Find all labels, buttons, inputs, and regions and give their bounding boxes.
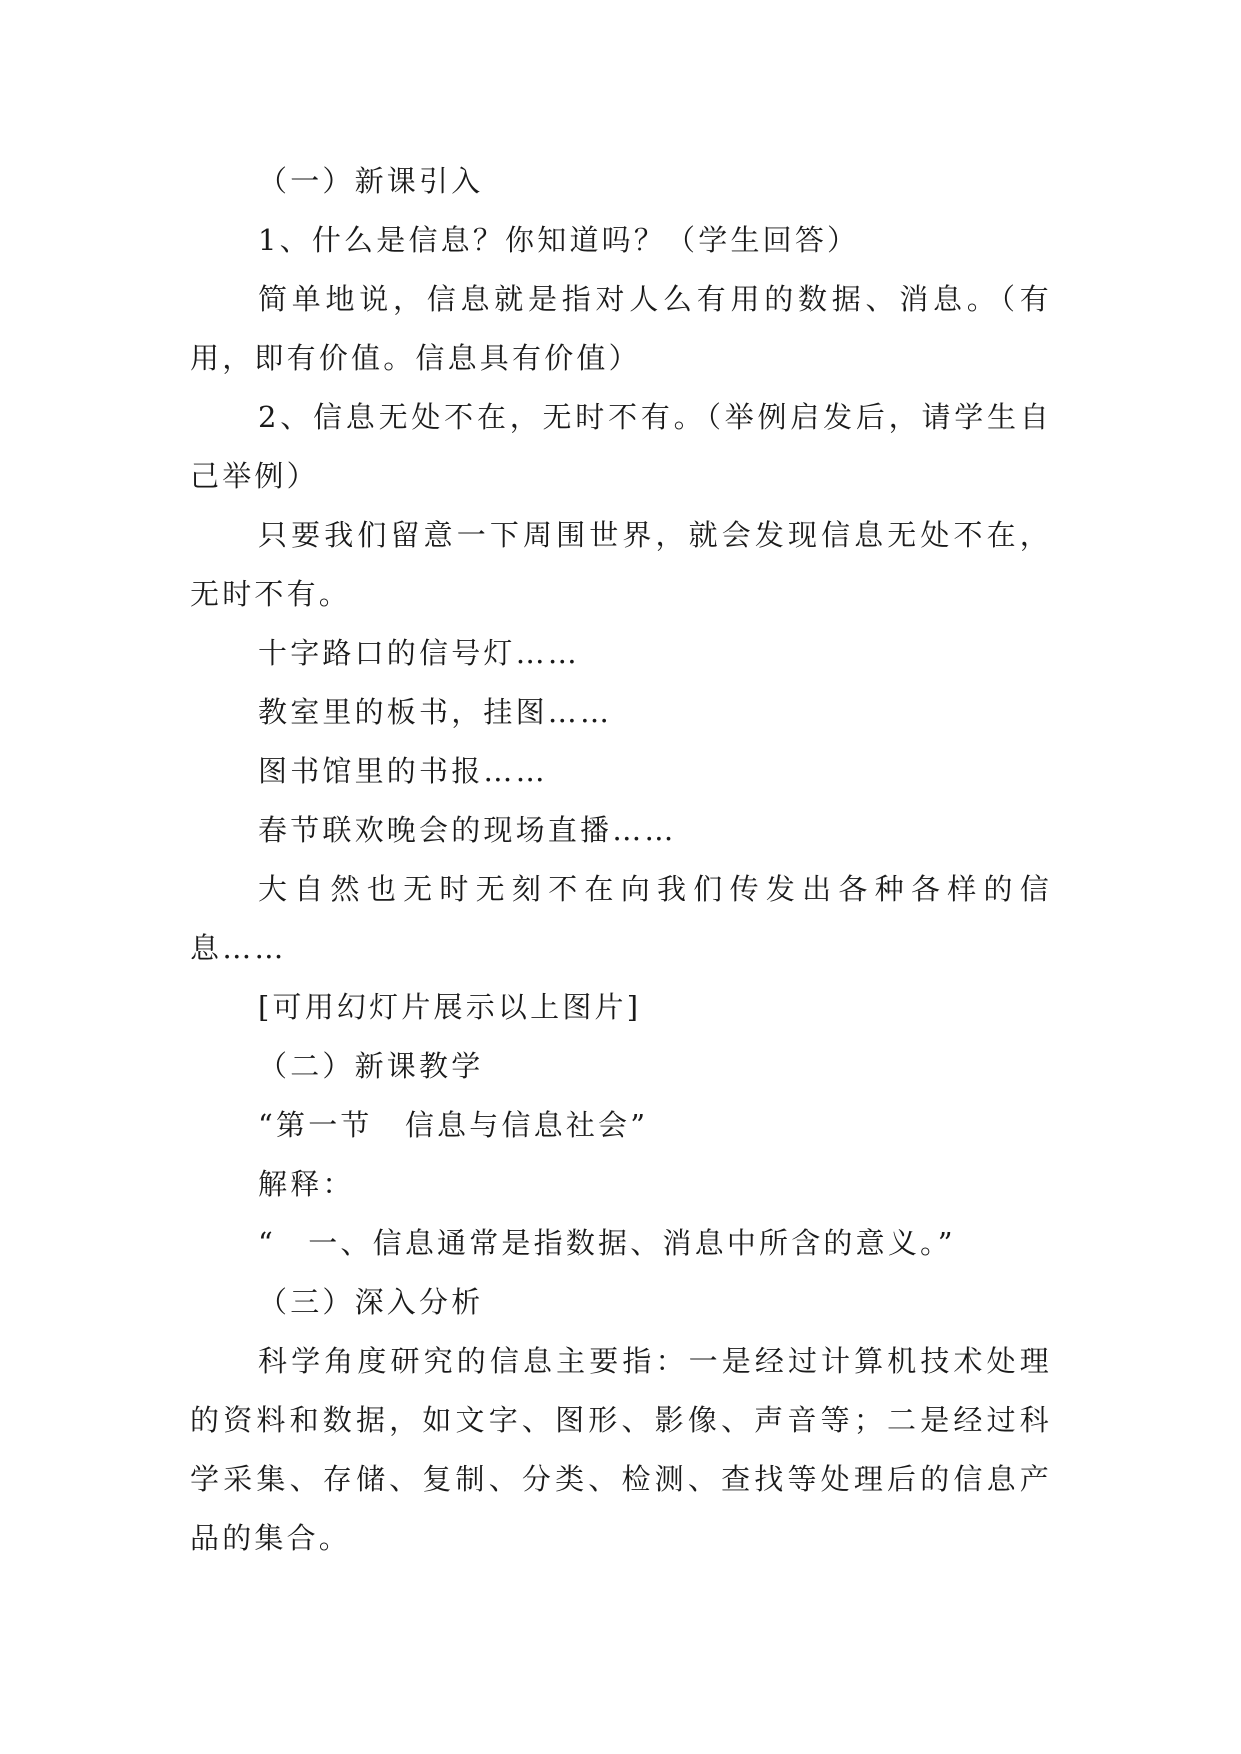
definition-paragraph: 简单地说，信息就是指对人么有用的数据、消息。（有用，即有价值。信息具有价值）: [190, 282, 1052, 375]
document-page: [190, 152, 1052, 1568]
example-paragraph: 春节联欢晚会的现场直播……: [258, 813, 677, 847]
section-heading-intro: （一）新课引入: [258, 164, 484, 198]
ubiquity-paragraph: 2、信息无处不在，无时不有。（举例启发后，请学生自己举例）: [190, 400, 1052, 493]
slide-note: [可用幻灯片展示以上图片]: [258, 990, 642, 1024]
example-paragraph: 教室里的板书，挂图……: [258, 695, 613, 729]
observation-paragraph: 只要我们留意一下周围世界，就会发现信息无处不在，无时不有。: [190, 518, 1052, 611]
explanation-label: 解释：: [258, 1167, 355, 1201]
definition-quote: “ 一、信息通常是指数据、消息中所含的意义。”: [258, 1226, 956, 1260]
nature-paragraph: 大自然也无时无刻不在向我们传发出各种各样的信息……: [190, 872, 1052, 965]
section-heading-analysis: （三）深入分析: [258, 1285, 484, 1319]
analysis-paragraph: 科学角度研究的信息主要指：一是经过计算机技术处理的资料和数据，如文字、图形、影像、声音等；二是经过科学采集、存储、复制、分类、检测、查找等处理后的信息产品的集合。: [190, 1344, 1052, 1555]
question-paragraph: 1、什么是信息？你知道吗？（学生回答）: [258, 223, 860, 257]
example-paragraph: 十字路口的信号灯……: [258, 636, 581, 670]
lesson-title: “第一节 信息与信息社会”: [258, 1108, 649, 1142]
section-heading-teaching: （二）新课教学: [258, 1049, 484, 1083]
example-paragraph: 图书馆里的书报……: [258, 754, 548, 788]
